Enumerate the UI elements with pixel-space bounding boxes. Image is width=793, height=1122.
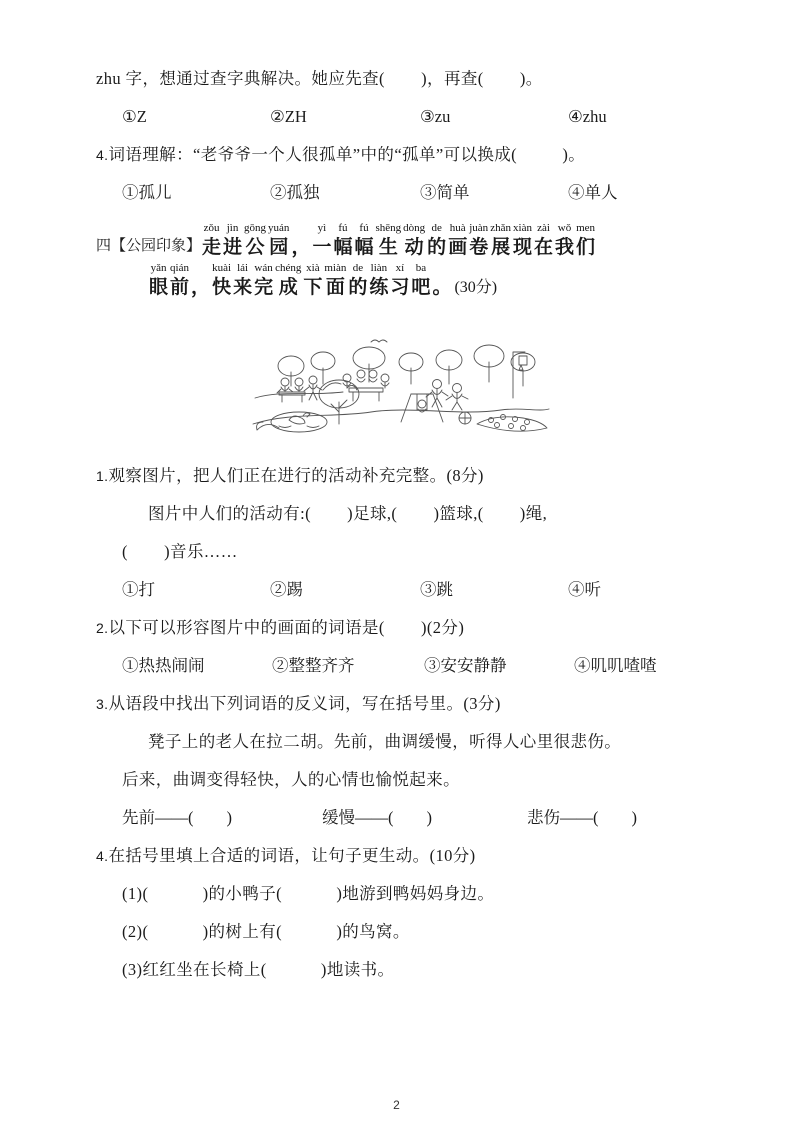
s4q3-number: 3.: [96, 696, 109, 712]
pinyin-char: zhǎn 展: [490, 222, 511, 258]
illustration-container: [96, 312, 706, 447]
option-item[interactable]: ①孤儿: [122, 183, 172, 202]
pinyin-char: huà 画: [448, 222, 468, 258]
pinyin-char: 。: [432, 277, 452, 298]
s4q3-stem: 从语段中找出下列词语的反义词，写在括号里。(3分): [108, 694, 501, 713]
section-four-pinyin-line1: [201, 222, 596, 260]
pinyin-char: xí 习: [390, 262, 410, 298]
pinyin-char: xià 下: [303, 262, 323, 298]
pinyin-char: fú 幅: [333, 222, 353, 258]
option-item[interactable]: ②踢: [270, 580, 303, 599]
page-content: [96, 60, 706, 989]
s4q1-body-line1[interactable]: 图片中人们的活动有:( )足球,( )篮球,( )绳,: [148, 504, 548, 523]
antonym-pair[interactable]: 缓慢——( ): [322, 808, 432, 827]
pinyin-char: miàn 面: [324, 262, 347, 298]
park-scene-illustration: [251, 312, 551, 447]
pinyin-char: men 们: [576, 222, 596, 258]
option-item[interactable]: ③zu: [420, 107, 451, 126]
s4q4-item[interactable]: (2)( )的树上有( )的鸟窝。: [122, 922, 410, 941]
s4q4-item[interactable]: (1)( )的小鸭子( )地游到鸭妈妈身边。: [122, 884, 495, 903]
s4q4-stem: 在括号里填上合适的词语，让句子更生动。(10分): [108, 846, 476, 865]
s4q2-options: [96, 647, 706, 685]
s4q2-number: 2.: [96, 620, 109, 636]
pinyin-char: zǒu 走: [202, 222, 222, 258]
antonym-pair[interactable]: 悲伤——( ): [527, 808, 637, 827]
pinyin-char: chéng 成: [275, 262, 302, 298]
s4q3-line: [96, 685, 706, 723]
pinyin-char: kuài 快: [212, 262, 232, 298]
section-four-score: (30分): [454, 279, 498, 296]
s4q3-passage-line1: 凳子上的老人在拉二胡。先前，曲调缓慢，听得人心里很悲伤。: [148, 732, 622, 751]
q4-number: 4.: [96, 147, 109, 163]
option-item[interactable]: ①Z: [122, 107, 147, 126]
pinyin-char: yì 一: [312, 222, 332, 258]
pinyin-char: yuán 园: [268, 222, 290, 258]
pinyin-char: dòng 动: [403, 222, 426, 258]
section-four-tag: 四【公园印象】: [96, 238, 202, 254]
antonym-pair[interactable]: 先前——( ): [122, 808, 232, 827]
pinyin-char: ，: [191, 277, 211, 298]
option-item[interactable]: ②整整齐齐: [272, 656, 355, 675]
option-item[interactable]: ④单人: [568, 183, 618, 202]
q3-continued-options: [96, 98, 706, 136]
option-item[interactable]: ②ZH: [270, 107, 307, 126]
s4q1-stem: 观察图片，把人们正在进行的活动补充完整。(8分): [108, 466, 484, 485]
s4q4-line: [96, 837, 706, 875]
option-item[interactable]: ③安安静静: [424, 656, 507, 675]
s4q2-line: [96, 609, 706, 647]
s4q3-pairs: [96, 799, 706, 837]
pinyin-char: de 的: [348, 262, 368, 298]
option-item[interactable]: ④听: [568, 580, 601, 599]
s4q1-body-line2[interactable]: ( )音乐……: [122, 542, 238, 561]
pinyin-char: gōng 公: [244, 222, 267, 258]
pinyin-char: shēng 生: [375, 222, 402, 258]
s4q3-passage-line2: 后来，曲调变得轻快，人的心情也愉悦起来。: [122, 770, 460, 789]
pinyin-char: liàn 练: [369, 262, 389, 298]
pinyin-char: wán 完: [254, 262, 274, 298]
option-item[interactable]: ④叽叽喳喳: [574, 656, 657, 675]
q4-line: [96, 136, 706, 174]
pinyin-char: ，: [291, 237, 311, 258]
s4q4-number: 4.: [96, 848, 109, 864]
pinyin-char: jìn 进: [223, 222, 243, 258]
pinyin-char: xiàn 现: [512, 222, 532, 258]
pinyin-char: ba 吧: [411, 262, 431, 298]
pinyin-char: juàn 卷: [469, 222, 489, 258]
pinyin-char: fú 幅: [354, 222, 374, 258]
q4-stem: 词语理解：“老爷爷一个人很孤单”中的“孤单”可以换成( )。: [108, 145, 586, 164]
option-item[interactable]: ④zhu: [568, 107, 607, 126]
s4q1-number: 1.: [96, 468, 109, 484]
option-item[interactable]: ③简单: [420, 183, 470, 202]
section-four-heading: [96, 222, 706, 260]
option-item[interactable]: ②孤独: [270, 183, 320, 202]
pinyin-char: yǎn 眼: [149, 262, 169, 298]
q4-options: [96, 174, 706, 212]
s4q1-line: [96, 457, 706, 495]
option-item[interactable]: ③跳: [420, 580, 453, 599]
s4q4-item[interactable]: (3)红红坐在长椅上( )地读书。: [122, 960, 395, 979]
pinyin-char: wǒ 我: [555, 222, 575, 258]
s4q1-options: [96, 571, 706, 609]
option-item[interactable]: ①打: [122, 580, 155, 599]
pinyin-char: lái 来: [233, 262, 253, 298]
option-item[interactable]: ①热热闹闹: [122, 656, 205, 675]
page-number: 2: [393, 1098, 400, 1112]
q3-continued-stem: zhu 字，想通过查字典解决。她应先查( )，再查( )。: [96, 69, 543, 88]
pinyin-char: zài 在: [534, 222, 554, 258]
section-four-pinyin-line2: [96, 262, 706, 300]
s4q2-stem: 以下可以形容图片中的画面的词语是( )(2分): [108, 618, 465, 637]
pinyin-char: de 的: [427, 222, 447, 258]
pinyin-char: qián 前: [170, 262, 190, 298]
